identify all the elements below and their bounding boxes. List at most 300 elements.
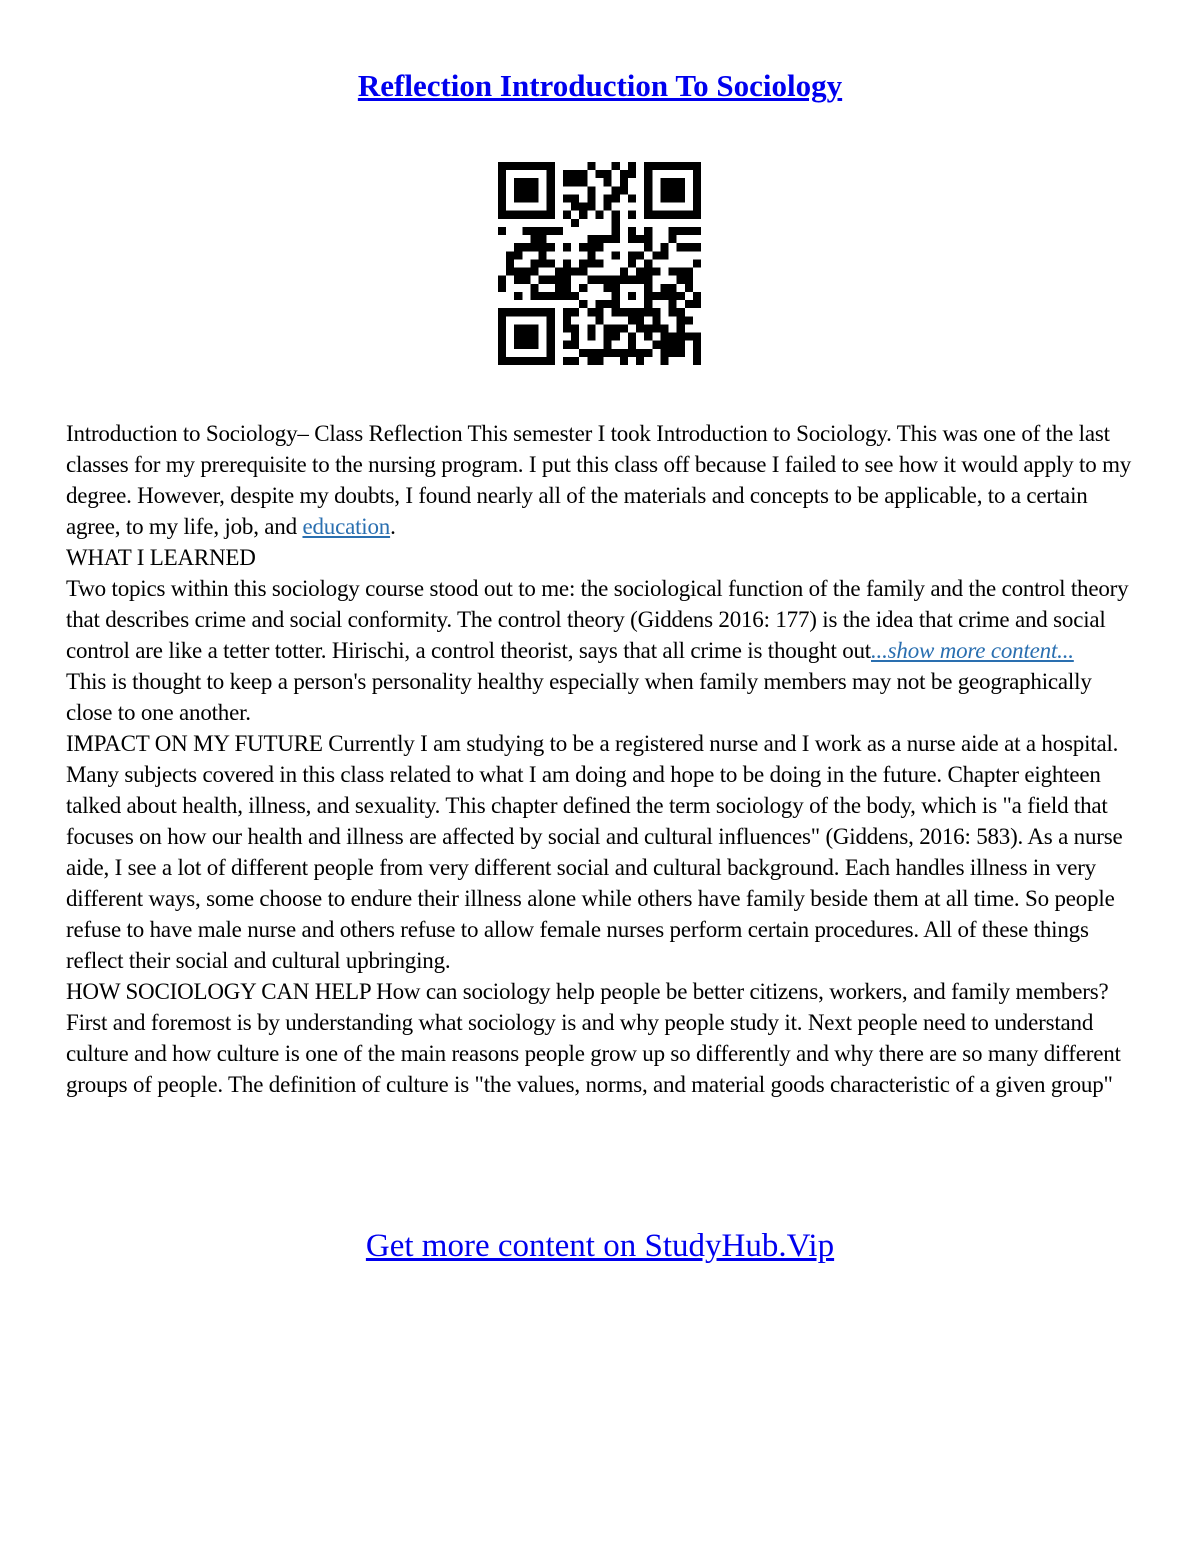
qr-module xyxy=(571,292,579,300)
continued-paragraph: This is thought to keep a person's personality healthy especially when family members may not be geographically close to one another. xyxy=(66,669,1092,725)
qr-module xyxy=(620,170,628,178)
qr-module xyxy=(547,186,555,194)
heading-what-i-learned: WHAT I LEARNED xyxy=(66,545,256,570)
qr-module xyxy=(530,308,538,316)
qr-module xyxy=(685,243,693,251)
qr-module xyxy=(669,235,677,243)
qr-module xyxy=(555,276,563,284)
qr-module xyxy=(587,251,595,259)
qr-module xyxy=(514,324,522,332)
qr-module xyxy=(530,284,538,292)
qr-module xyxy=(530,178,538,186)
qr-module xyxy=(628,259,636,267)
qr-module xyxy=(677,349,685,357)
qr-module xyxy=(660,349,668,357)
qr-module xyxy=(693,186,701,194)
qr-module xyxy=(644,243,652,251)
qr-module xyxy=(644,178,652,186)
qr-module xyxy=(677,276,685,284)
qr-module xyxy=(660,324,668,332)
qr-module xyxy=(506,308,514,316)
qr-module xyxy=(677,292,685,300)
learned-paragraph xyxy=(66,573,1136,666)
qr-module xyxy=(579,170,587,178)
qr-module xyxy=(539,235,547,243)
qr-module xyxy=(693,292,701,300)
qr-module xyxy=(563,259,571,267)
qr-module xyxy=(498,194,506,202)
qr-module xyxy=(498,333,506,341)
qr-module xyxy=(660,194,668,202)
qr-module xyxy=(571,268,579,276)
intro-period: . xyxy=(390,514,396,539)
qr-module xyxy=(677,162,685,170)
qr-module xyxy=(595,357,603,365)
qr-module xyxy=(522,186,530,194)
qr-module xyxy=(563,211,571,219)
title-link[interactable]: Reflection Introduction To Sociology xyxy=(357,68,843,103)
qr-module xyxy=(498,316,506,324)
qr-module xyxy=(571,333,579,341)
qr-module xyxy=(604,178,612,186)
qr-module xyxy=(636,308,644,316)
qr-module xyxy=(669,186,677,194)
qr-module xyxy=(620,349,628,357)
qr-module xyxy=(514,333,522,341)
qr-module xyxy=(539,357,547,365)
qr-module xyxy=(547,276,555,284)
qr-module xyxy=(563,268,571,276)
qr-module xyxy=(498,170,506,178)
qr-module xyxy=(628,349,636,357)
qr-module xyxy=(522,162,530,170)
qr-module xyxy=(514,292,522,300)
qr-module xyxy=(498,349,506,357)
qr-code-image xyxy=(498,162,701,365)
qr-module xyxy=(604,276,612,284)
qr-module xyxy=(555,284,563,292)
qr-module xyxy=(693,211,701,219)
qr-module xyxy=(693,178,701,186)
qr-module xyxy=(595,300,603,308)
qr-module xyxy=(644,186,652,194)
qr-module xyxy=(693,227,701,235)
qr-module xyxy=(579,243,587,251)
qr-module xyxy=(636,316,644,324)
qr-module xyxy=(669,300,677,308)
qr-module xyxy=(628,162,636,170)
qr-module xyxy=(595,316,603,324)
qr-module xyxy=(620,276,628,284)
qr-module xyxy=(669,194,677,202)
qr-module xyxy=(563,194,571,202)
qr-module xyxy=(669,341,677,349)
qr-module xyxy=(530,324,538,332)
qr-module xyxy=(514,194,522,202)
qr-module xyxy=(563,170,571,178)
qr-module xyxy=(555,292,563,300)
qr-module xyxy=(604,324,612,332)
qr-module xyxy=(587,243,595,251)
qr-module xyxy=(636,268,644,276)
qr-module xyxy=(604,194,612,202)
qr-module xyxy=(563,316,571,324)
qr-module xyxy=(693,203,701,211)
qr-module xyxy=(522,178,530,186)
qr-module xyxy=(506,259,514,267)
qr-module xyxy=(612,219,620,227)
qr-module xyxy=(539,292,547,300)
qr-module xyxy=(579,203,587,211)
qr-module xyxy=(547,292,555,300)
qr-module xyxy=(685,211,693,219)
qr-module xyxy=(571,324,579,332)
qr-module xyxy=(612,349,620,357)
footer xyxy=(0,1225,1200,1267)
qr-module xyxy=(595,170,603,178)
qr-module xyxy=(644,235,652,243)
qr-module xyxy=(547,316,555,324)
qr-module xyxy=(530,211,538,219)
qr-module xyxy=(677,308,685,316)
qr-module xyxy=(595,243,603,251)
qr-module xyxy=(669,227,677,235)
qr-module xyxy=(563,276,571,284)
qr-module xyxy=(522,194,530,202)
qr-module xyxy=(563,292,571,300)
qr-module xyxy=(652,308,660,316)
qr-module xyxy=(628,292,636,300)
qr-module xyxy=(587,186,595,194)
qr-module xyxy=(514,186,522,194)
qr-module xyxy=(652,316,660,324)
qr-module xyxy=(652,324,660,332)
qr-module xyxy=(685,162,693,170)
qr-module xyxy=(498,186,506,194)
qr-module xyxy=(669,284,677,292)
qr-module xyxy=(514,251,522,259)
qr-module xyxy=(498,324,506,332)
qr-module xyxy=(563,324,571,332)
qr-module xyxy=(522,243,530,251)
qr-module xyxy=(693,341,701,349)
qr-module xyxy=(563,284,571,292)
qr-module xyxy=(522,341,530,349)
intro-text: Introduction to Sociology– Class Reflection This semester I took Introduction to Sociology. This was one of the last classes for my prerequisite to the nursing program. I put this class off because I failed to see how it would apply to my degree. However, despite my doubts, I found nearly all of the materials and concepts to be applicable, to a certain agree, to my life, job, and xyxy=(66,421,1132,539)
qr-module xyxy=(612,284,620,292)
qr-module xyxy=(547,194,555,202)
qr-module xyxy=(685,300,693,308)
qr-module xyxy=(685,276,693,284)
qr-module xyxy=(677,341,685,349)
qr-module xyxy=(660,292,668,300)
qr-module xyxy=(587,162,595,170)
qr-module xyxy=(506,268,514,276)
qr-module xyxy=(628,316,636,324)
qr-module xyxy=(579,284,587,292)
qr-module xyxy=(644,211,652,219)
qr-module xyxy=(604,284,612,292)
qr-module xyxy=(677,333,685,341)
qr-module xyxy=(571,194,579,202)
qr-module xyxy=(685,284,693,292)
qr-module xyxy=(693,162,701,170)
qr-module xyxy=(644,349,652,357)
qr-module xyxy=(612,186,620,194)
qr-module xyxy=(652,268,660,276)
qr-module xyxy=(660,357,668,365)
qr-module xyxy=(636,235,644,243)
qr-module xyxy=(669,162,677,170)
qr-module xyxy=(547,203,555,211)
qr-module xyxy=(604,333,612,341)
qr-module xyxy=(514,243,522,251)
qr-module xyxy=(644,170,652,178)
qr-module xyxy=(612,211,620,219)
qr-module xyxy=(644,324,652,332)
qr-module xyxy=(539,211,547,219)
qr-module xyxy=(587,194,595,202)
qr-module xyxy=(604,235,612,243)
qr-module xyxy=(669,211,677,219)
qr-module xyxy=(539,259,547,267)
qr-module xyxy=(644,300,652,308)
qr-module xyxy=(669,333,677,341)
qr-module xyxy=(693,357,701,365)
impact-paragraph: IMPACT ON MY FUTURE Currently I am studying to be a registered nurse and I work as a nurse aide at a hospital. Many subjects covered in this class related to what I am doing and hope to be doing in the future. Chapter eighteen talked about health, illness, and sexuality. This chapter defined the term sociology of the body, which is "a field that focuses on how our health and illness are affected by social and cultural influences" (Giddens, 2016: 583). As a nurse aide, I see a lot of different people from very different social and cultural background. Each handles illness in very different ways, some choose to endure their illness alone while others have family beside them at all time. So people refuse to have male nurse and others refuse to allow female nurses perform certain procedures. All of these things reflect their social and cultural upbringing. xyxy=(66,731,1123,973)
qr-module xyxy=(539,162,547,170)
qr-module xyxy=(628,235,636,243)
qr-module xyxy=(612,194,620,202)
qr-module xyxy=(506,251,514,259)
qr-module xyxy=(587,203,595,211)
qr-code xyxy=(498,162,701,365)
qr-module xyxy=(530,292,538,300)
qr-module xyxy=(514,276,522,284)
qr-module xyxy=(571,219,579,227)
qr-module xyxy=(660,186,668,194)
qr-module xyxy=(547,357,555,365)
qr-module xyxy=(506,162,514,170)
help-paragraph: HOW SOCIOLOGY CAN HELP How can sociology help people be better citizens, workers, and family members? First and foremost is by understanding what sociology is and why people study it. Next people need to understand culture and how culture is one of the main reasons people grow up so differently and why there are so many different groups of people. The definition of culture is "the values, norms, and material goods characteristic of a given group" xyxy=(66,979,1121,1097)
qr-module xyxy=(677,211,685,219)
qr-module xyxy=(612,276,620,284)
qr-module xyxy=(660,333,668,341)
qr-module xyxy=(612,235,620,243)
qr-module xyxy=(644,284,652,292)
studyhub-link[interactable]: Get more content on StudyHub.Vip xyxy=(365,1228,835,1264)
qr-module xyxy=(563,243,571,251)
qr-module xyxy=(530,194,538,202)
qr-module xyxy=(530,333,538,341)
qr-module xyxy=(514,308,522,316)
qr-module xyxy=(498,211,506,219)
qr-module xyxy=(498,227,506,235)
qr-module xyxy=(547,178,555,186)
qr-module xyxy=(693,333,701,341)
qr-module xyxy=(612,227,620,235)
page-title xyxy=(0,66,1200,106)
qr-module xyxy=(522,227,530,235)
qr-module xyxy=(579,211,587,219)
qr-module xyxy=(677,194,685,202)
qr-module xyxy=(571,341,579,349)
qr-module xyxy=(644,203,652,211)
qr-module xyxy=(669,178,677,186)
qr-module xyxy=(522,276,530,284)
qr-module xyxy=(587,357,595,365)
qr-module xyxy=(587,349,595,357)
qr-module xyxy=(514,178,522,186)
qr-module xyxy=(677,243,685,251)
qr-module xyxy=(498,308,506,316)
qr-module xyxy=(555,227,563,235)
qr-module xyxy=(628,194,636,202)
qr-module xyxy=(522,268,530,276)
qr-module xyxy=(677,178,685,186)
qr-module xyxy=(522,211,530,219)
qr-module xyxy=(514,162,522,170)
qr-module xyxy=(547,324,555,332)
qr-module xyxy=(547,259,555,267)
qr-module xyxy=(620,186,628,194)
qr-module xyxy=(652,162,660,170)
qr-module xyxy=(604,203,612,211)
qr-module xyxy=(612,308,620,316)
qr-module xyxy=(636,251,644,259)
qr-module xyxy=(539,243,547,251)
qr-module xyxy=(530,243,538,251)
qr-module xyxy=(506,357,514,365)
qr-module xyxy=(669,268,677,276)
qr-module xyxy=(644,333,652,341)
qr-module xyxy=(612,251,620,259)
qr-module xyxy=(628,341,636,349)
qr-module xyxy=(547,349,555,357)
qr-module xyxy=(579,178,587,186)
qr-module xyxy=(677,268,685,276)
qr-module xyxy=(652,341,660,349)
qr-module xyxy=(620,308,628,316)
qr-module xyxy=(506,211,514,219)
qr-module xyxy=(693,349,701,357)
qr-module xyxy=(587,308,595,316)
qr-module xyxy=(677,227,685,235)
qr-module xyxy=(660,284,668,292)
qr-module xyxy=(539,308,547,316)
qr-module xyxy=(595,211,603,219)
qr-module xyxy=(595,235,603,243)
qr-module xyxy=(644,259,652,267)
qr-module xyxy=(636,349,644,357)
qr-module xyxy=(693,243,701,251)
learned-text: Two topics within this sociology course stood out to me: the sociological function of the family and the control theory that describes crime and social conformity. The control theory (Giddens 2016: 177) is the idea that crime and social control are like a tetter totter. Hirischi, a control theorist, says that all crime is thought out xyxy=(66,576,1129,663)
qr-module xyxy=(539,276,547,284)
qr-module xyxy=(530,235,538,243)
qr-module xyxy=(660,243,668,251)
qr-module xyxy=(571,203,579,211)
qr-module xyxy=(587,235,595,243)
qr-module xyxy=(620,357,628,365)
qr-module xyxy=(604,349,612,357)
qr-module xyxy=(563,341,571,349)
qr-module xyxy=(555,268,563,276)
qr-module xyxy=(595,308,603,316)
education-link[interactable]: education xyxy=(302,514,391,539)
qr-module xyxy=(547,308,555,316)
qr-module xyxy=(571,357,579,365)
qr-module xyxy=(660,251,668,259)
qr-module xyxy=(612,324,620,332)
qr-module xyxy=(571,170,579,178)
qr-module xyxy=(636,357,644,365)
qr-module xyxy=(644,162,652,170)
qr-module xyxy=(563,357,571,365)
qr-module xyxy=(498,284,506,292)
qr-module xyxy=(685,333,693,341)
qr-module xyxy=(595,276,603,284)
qr-module xyxy=(530,259,538,267)
qr-module xyxy=(628,308,636,316)
qr-module xyxy=(693,170,701,178)
qr-module xyxy=(587,324,595,332)
qr-module xyxy=(595,259,603,267)
qr-module xyxy=(620,268,628,276)
qr-module xyxy=(579,268,587,276)
qr-module xyxy=(530,162,538,170)
qr-module xyxy=(620,324,628,332)
qr-module xyxy=(677,324,685,332)
qr-module xyxy=(530,268,538,276)
qr-module xyxy=(652,211,660,219)
qr-module xyxy=(522,324,530,332)
qr-module xyxy=(604,170,612,178)
qr-module xyxy=(644,227,652,235)
qr-module xyxy=(677,316,685,324)
qr-module xyxy=(587,333,595,341)
qr-module xyxy=(547,341,555,349)
qr-module xyxy=(612,292,620,300)
qr-module xyxy=(628,251,636,259)
qr-module xyxy=(563,308,571,316)
qr-module xyxy=(669,308,677,316)
qr-module xyxy=(693,300,701,308)
qr-module xyxy=(636,276,644,284)
qr-module xyxy=(547,211,555,219)
qr-module xyxy=(530,341,538,349)
qr-module xyxy=(685,227,693,235)
document-body xyxy=(66,418,1136,1100)
qr-module xyxy=(498,162,506,170)
show-more-link[interactable]: ...show more content... xyxy=(871,638,1074,663)
qr-module xyxy=(530,357,538,365)
qr-module xyxy=(660,211,668,219)
qr-module xyxy=(620,178,628,186)
qr-module xyxy=(685,316,693,324)
qr-module xyxy=(571,178,579,186)
qr-module xyxy=(685,268,693,276)
qr-module xyxy=(660,178,668,186)
qr-module xyxy=(660,162,668,170)
qr-module xyxy=(669,349,677,357)
qr-module xyxy=(677,186,685,194)
qr-module xyxy=(628,211,636,219)
qr-module xyxy=(604,341,612,349)
qr-module xyxy=(522,308,530,316)
qr-module xyxy=(498,341,506,349)
qr-module xyxy=(669,292,677,300)
qr-module xyxy=(628,276,636,284)
